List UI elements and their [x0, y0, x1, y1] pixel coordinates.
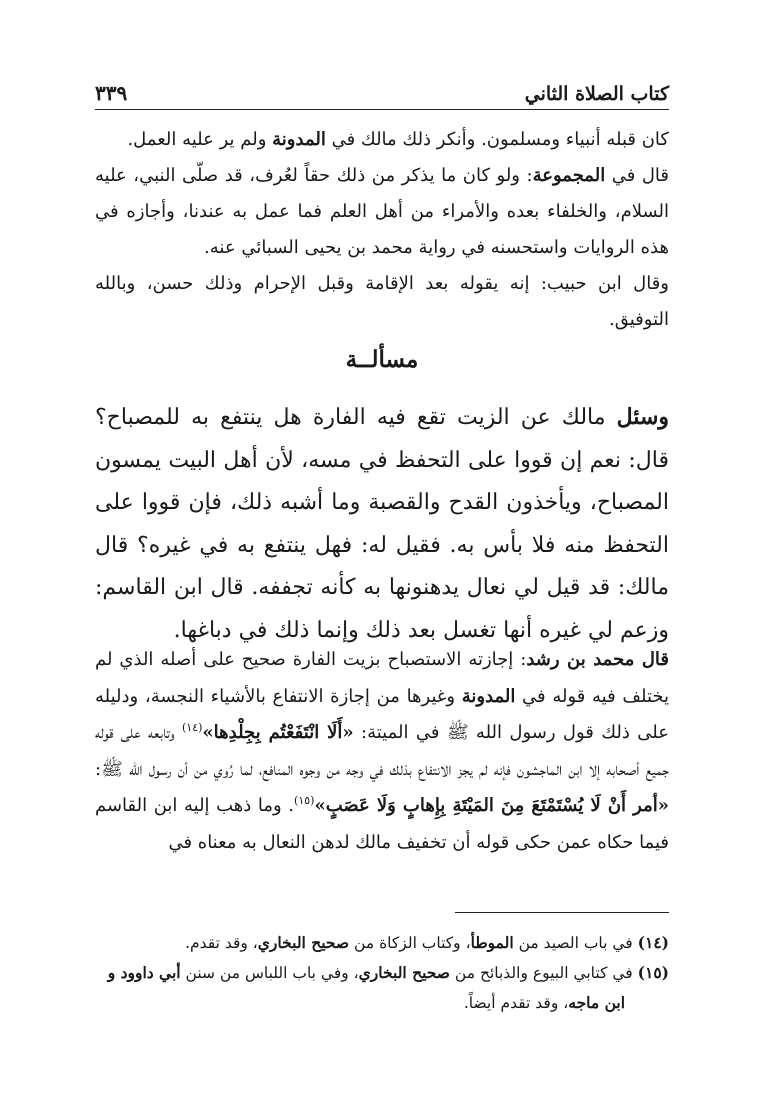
footnote-14 — [95, 928, 669, 958]
footnote-15 — [95, 958, 669, 1018]
footnote-number: (١٤) — [637, 933, 669, 952]
footnote-number: (١٥) — [637, 963, 669, 982]
intro-line2-start: قال في — [605, 165, 670, 186]
footnote-text: ، وفي باب اللباس من سنن — [180, 964, 359, 982]
footnote-source: أبي داوود و ابن ماجه — [107, 963, 625, 1012]
hadith-quote-2: «أمر أَنْ لَا يُسْتَمْتَعَ مِنَ المَيْتَةِ بِإِهابٍ وَلَا عَصَبٍ» — [314, 795, 670, 816]
intro-line2-bold: المجموعة — [532, 165, 606, 186]
question-paragraph — [95, 396, 669, 652]
intro-line1: كان قبله أنبياء ومسلمون. وأنكر ذلك مالك في — [325, 129, 669, 150]
commentary-bold1: المدونة — [461, 685, 516, 707]
question-lead: وسئل — [616, 404, 669, 430]
footnote-text: في كتابي البيوع والذبائح من — [449, 964, 633, 982]
footnote-text: ، وكتاب الزكاة من — [349, 934, 471, 952]
intro-line3: وقال ابن حبيب: إنه يقوله بعد الإقامة وقبل الإحرام وذلك حسن، وبالله التوفيق. — [95, 273, 669, 330]
commentary-part4: . وما ذهب إليه ابن القاسم فيما حكاه عمن حكى قوله أن تخفيف مالك لدهن النعال به معناه في — [95, 795, 669, 853]
footnote-text: في باب الصيد من — [513, 934, 633, 952]
footnote-separator — [455, 912, 669, 913]
commentary-part1: : إجازته الاستصباح بزيت الفارة صحيح على أصله الذي لم يختلف فيه قوله في — [95, 649, 670, 707]
intro-paragraph — [95, 122, 669, 338]
section-heading: مسألــة — [345, 346, 419, 373]
footnote-text: ، وقد تقدم أيضاً. — [463, 994, 569, 1012]
intro-line1-bold: المدونة — [272, 129, 326, 150]
footnote-ref-15[interactable]: (١٥) — [294, 794, 315, 807]
footnote-source: صحيح البخاري — [358, 963, 450, 982]
commentary-lead: قال محمد بن رشد — [526, 649, 669, 670]
page-number: ٣٣٩ — [95, 81, 128, 105]
page-header — [95, 70, 669, 110]
running-title: كتاب الصلاة الثاني — [524, 83, 669, 105]
intro-line1-end: ولم ير عليه العمل. — [127, 129, 273, 150]
footnote-text: ، وقد تقدم. — [185, 934, 258, 952]
footnote-ref-14[interactable]: (١٤) — [182, 721, 203, 734]
question-text: مالك عن الزيت تقع فيه الفارة هل ينتفع به للمصباح؟ قال: نعم إن قووا على التحفظ في مسه، لأن أهل البيت يمسون المصباح، ويأخذون القدح والقصبة وما أشبه ذلك، فإن قووا على التحفظ منه فلا بأس به. فقيل له: فهل ينتفع به في غيره؟ قال مالك: قد قيل لي نعال يدهنونها به كأنه تجففه. قال ابن القاسم: وزعم لي غيره أنها تغسل بعد ذلك وإنما ذلك في دباغها. — [95, 405, 669, 643]
commentary-part2: وغيرها من إجازة الانتفاع بالأشياء النجسة، ودليله على ذلك قول رسول الله ﷺ في الميتة: — [95, 685, 669, 743]
hadith-quote-1: «أَلَا انْتَفَعْتُم بِجِلْدِها» — [202, 722, 354, 743]
commentary-paragraph — [95, 642, 669, 861]
intro-line2-rest: : ولو كان ما يذكر من ذلك حقاً لعُرف، قد صلّى النبي، عليه السلام، والخلفاء بعده والأمراء من أهل العلم فما عمل به عندنا، وأجازه في هذه الروايات واستحسنه في رواية محمد بن يحيى السبائي عنه. — [95, 165, 669, 258]
footnotes-list — [95, 928, 669, 1018]
footnote-source: الموطأ — [470, 933, 514, 952]
footnote-source: صحيح البخاري — [257, 933, 350, 952]
commentary-part3: وتابعه على قوله جميع أصحابه إلا ابن الماجشون فإنه لم يجز الانتفاع بذلك في وجه من وجوه المنافع، لما رُوي من أن رسول الله ﷺ: — [95, 722, 669, 780]
